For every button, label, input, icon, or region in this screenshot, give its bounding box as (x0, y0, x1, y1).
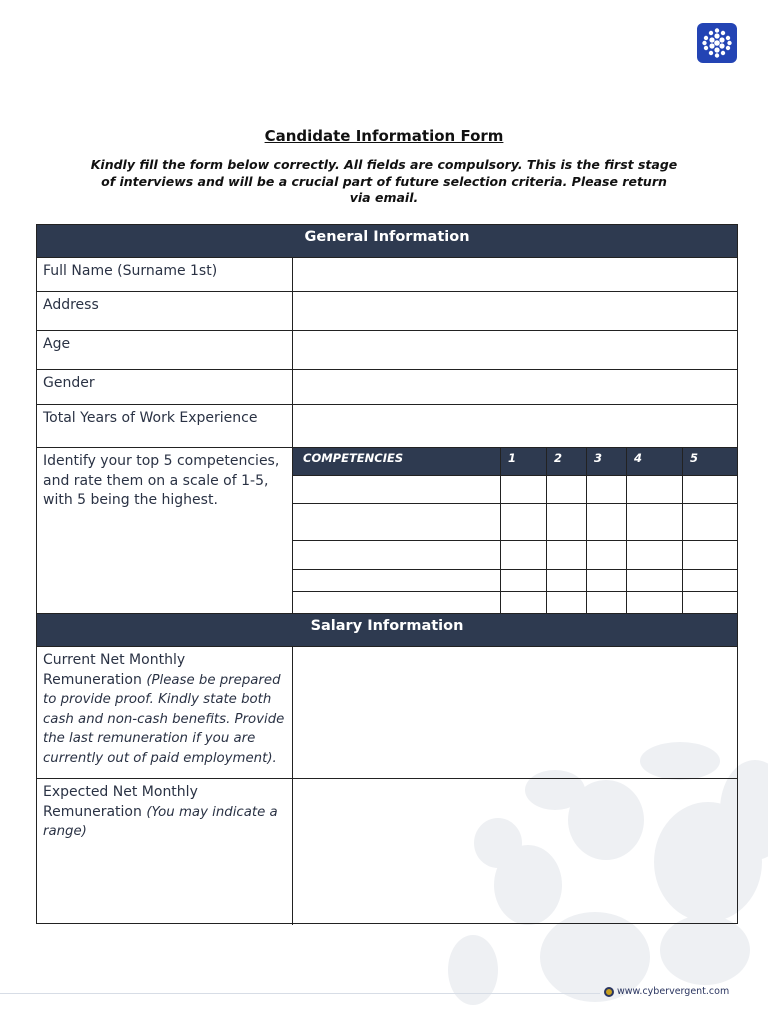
gender-field[interactable] (293, 370, 737, 404)
age-row (37, 331, 737, 370)
grid-line (586, 448, 587, 613)
work-experience-row (37, 405, 737, 448)
salary-information-header: Salary Information (37, 614, 737, 647)
decorative-blob (448, 935, 498, 1005)
work-experience-field[interactable] (293, 405, 737, 447)
address-row (37, 292, 737, 331)
rating-header-1: 1 (508, 451, 517, 465)
competencies-header-row (293, 448, 737, 475)
gender-row (37, 370, 737, 405)
expected-remuneration-field[interactable] (293, 779, 737, 925)
rating-header-2: 2 (554, 451, 563, 465)
rating-header-5: 5 (690, 451, 699, 465)
expected-remuneration-title: Expected Net Monthly Remuneration (43, 784, 198, 820)
grid-line (682, 448, 683, 613)
footer-logo-icon (604, 987, 614, 997)
competencies-table (293, 448, 737, 613)
footer-divider (0, 993, 600, 994)
grid-line (293, 475, 737, 476)
grid-line (546, 448, 547, 613)
address-field[interactable] (293, 292, 737, 330)
current-remuneration-field[interactable] (293, 647, 737, 778)
grid-line (293, 540, 737, 541)
work-experience-label: Total Years of Work Experience (37, 405, 293, 447)
full-name-field[interactable] (293, 258, 737, 291)
general-information-header: General Information (37, 225, 737, 258)
grid-line (293, 503, 737, 504)
form-title: Candidate Information Form (264, 127, 504, 145)
decorative-blob (660, 915, 750, 985)
rating-header-3: 3 (594, 451, 603, 465)
current-remuneration-note: (Please be prepared to provide proof. Kindly state both cash and non-cash benefits. Provide the last remuneration if you are currently out of paid employment). (43, 672, 285, 766)
full-name-label: Full Name (Surname 1st) (37, 258, 293, 291)
current-remuneration-title: Current Net Monthly Remuneration (43, 652, 186, 688)
expected-remuneration-note: (You may indicate a range) (43, 804, 278, 839)
gender-label: Gender (37, 370, 293, 404)
rating-header-4: 4 (634, 451, 643, 465)
footer (604, 986, 729, 997)
competencies-row (37, 448, 737, 614)
grid-line (293, 569, 737, 570)
address-label: Address (37, 292, 293, 330)
full-name-row (37, 258, 737, 292)
grid-line (626, 448, 627, 613)
grid-line (293, 591, 737, 592)
current-remuneration-label (37, 647, 293, 778)
current-remuneration-row (37, 647, 737, 779)
age-label: Age (37, 331, 293, 369)
competencies-prompt: Identify your top 5 competencies, and rate them on a scale of 1-5, with 5 being the highest. (37, 448, 293, 613)
age-field[interactable] (293, 331, 737, 369)
form-instructions: Kindly fill the form below correctly. All fields are compulsory. This is the first stage of interviews and will be a crucial part of future selection criteria. Please return via email. (90, 157, 678, 205)
competencies-header: COMPETENCIES (303, 451, 404, 465)
expected-remuneration-row (37, 779, 737, 925)
grid-line (500, 448, 501, 613)
footer-website-link[interactable]: www.cybervergent.com (617, 986, 730, 997)
expected-remuneration-label (37, 779, 293, 925)
cybervergent-logo-icon (697, 23, 737, 63)
candidate-form (36, 224, 738, 924)
